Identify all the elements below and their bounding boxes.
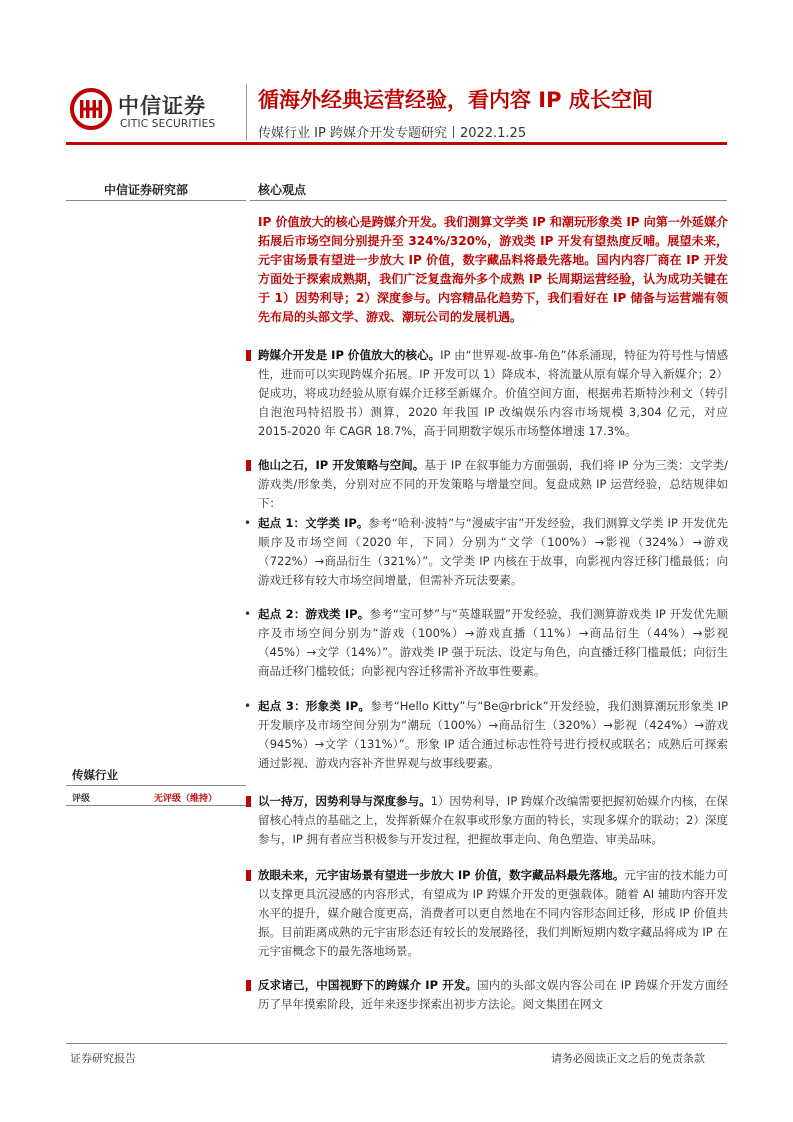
footer-rule [66, 1043, 727, 1044]
industry-name: 传媒行业 [72, 768, 118, 782]
paragraph-text: 参考“Hello Kitty”与“Be@rbrick”开发经验，我们测算潮玩形象类 IP 开发顺序及市场空间分别为“潮玩（100%）→商品衍生（320%）→影视（424%）→游戏（945%）→文学（131%）”。形象 IP 适合通过标志性符号进行授权或联名；成熟后可探索通过影视、游戏内容补齐世界观与故事线要素。 [258, 699, 729, 770]
paragraph-text: IP 由“世界观-故事-角色”体系涌现，特征为符号性与情感性，进而可以实现跨媒介拓展。IP 开发可以 1）降成本，将流量从原有媒介导入新媒介；2）促成功，将成功经验从原有媒介迁移至新媒介。价值空间方面，根据弗若斯特沙利文（转引自泡泡玛特招股书）测算，2020 年我国 IP 改编娱乐内容市场规模 3,304 亿元，对应 2015-2020 年 CAGR 18.7%，高于同期数字娱乐市场整体增速 17.3%。 [258, 348, 728, 438]
citic-logo-icon [70, 88, 112, 130]
rating-label: 评级 [72, 794, 91, 804]
bullet-paragraph [258, 976, 728, 1014]
logo-english-name: CITIC SECURITIES [120, 118, 216, 130]
industry-rule [66, 785, 246, 786]
dot-bullet-icon: • [244, 516, 252, 530]
paragraph-lead: 反求诸己，中国视野下的跨媒介 IP 开发。 [258, 978, 478, 992]
paragraph-text: 国内的头部文娱内容公司在 IP 跨媒介开发方面经历了早年摸索阶段，近年来逐步探索出初步方法论。阅文集团在网文 [258, 978, 728, 1011]
paragraph-lead: 跨媒介开发是 IP 价值放大的核心。 [258, 348, 441, 362]
summary-paragraph: IP 价值放大的核心是跨媒介开发。我们测算文学类 IP 和潮玩形象类 IP 向第一外延媒介拓展后市场空间分别提升至 324%/320%，游戏类 IP 开发有望热度反哺。展望未来，元宇宙场景有望进一步放大 IP 价值，数字藏品料将最先落地。国内内容厂商在 IP 开发方面处于探索成熟期，我们广泛复盘海外多个成熟 IP 长周期运营经验，认为成功关键在于 1）因势利导；2）深度参与。内容精品化趋势下，我们看好在 IP 储备与运营端有领先布局的头部文学、游戏、潮玩公司的发展机遇。 [258, 215, 728, 324]
red-square-bullet-icon [246, 350, 251, 361]
report-subtitle: 传媒行业 IP 跨媒介开发专题研究丨2022.1.25 [258, 126, 527, 141]
red-square-bullet-icon [246, 460, 251, 471]
paragraph-text: 参考“哈利·波特”与“漫威宇宙”开发经验，我们测算文学类 IP 开发优先顺序及市场空间（2020 年，下同）分别为“文学（100%）→影视（324%）→游戏（722%）→商品衍生（321%）”。文学类 IP 内核在于故事，向影视内容迁移门槛最低；向游戏迁移有较大市场空间增量，但需补齐玩法要素。 [258, 516, 729, 587]
paragraph-lead: 起点 2：游戏类 IP。 [258, 607, 370, 621]
research-dept: 中信证券研究部 [104, 183, 189, 197]
paragraph-lead: 起点 1：文学类 IP。 [258, 516, 369, 530]
header-divider [246, 84, 247, 140]
dot-bullet-icon: • [244, 607, 252, 621]
section-title: 核心观点 [258, 183, 307, 197]
footer-report-type: 证券研究报告 [70, 1052, 136, 1065]
red-square-bullet-icon [246, 870, 251, 881]
paragraph-text: 元宇宙的技术能力可以支撑更具沉浸感的内容形式，有望成为 IP 跨媒介开发的更强载体。随着 AI 辅助内容开发水平的提升，媒介融合度更高，消费者可以更自然地在不同内容形态间迁移，形成 IP 价值共振。目前距离成熟的元宇宙形态还有较长的发展路径，我们判断短期内数字藏品将成为 IP 在元宇宙概念下的最先落地场景。 [258, 868, 728, 958]
bullet-paragraph [258, 866, 728, 961]
dot-paragraph [244, 697, 729, 773]
bullet-paragraph [258, 792, 728, 849]
paragraph-lead: 以一持万，因势利导与深度参与。 [258, 794, 431, 808]
paragraph-text: 参考“宝可梦”与“英雄联盟”开发经验，我们测算游戏类 IP 开发优先顺序及市场空间分别为“游戏（100%）→游戏直播（11%）→商品衍生（44%）→影视（45%）→文学（14%）”。游戏类 IP 强于玩法、设定与角色，向直播迁移门槛最低；向衍生商品迁移门槛较低；向影视内容迁移需补齐故事性要素。 [258, 607, 729, 678]
paragraph-text: 基于 IP 在叙事能力方面强弱，我们将 IP 分为三类：文学类/游戏类/形象类，分别对应不同的开发策略与增量空间。复盘成熟 IP 运营经验，总结规律如下： [258, 458, 728, 510]
sidebar-rule [66, 200, 246, 201]
paragraph-lead: 起点 3：形象类 IP。 [258, 699, 371, 713]
report-title: 循海外经典运营经验，看内容 IP 成长空间 [258, 88, 653, 112]
bullet-paragraph [258, 346, 728, 441]
rating-value: 无评级（维持） [154, 794, 218, 804]
logo-chinese-name: 中信证券 [118, 94, 206, 118]
section-rule [250, 200, 727, 201]
paragraph-lead: 放眼未来，元宇宙场景有望进一步放大 IP 价值，数字藏品料最先落地。 [258, 868, 625, 882]
dot-bullet-icon: • [244, 699, 252, 713]
dot-paragraph [244, 514, 729, 590]
dot-paragraph [244, 605, 729, 681]
red-square-bullet-icon [246, 980, 251, 991]
footer-disclaimer: 请务必阅读正文之后的免责条款 [551, 1052, 705, 1065]
rating-rule [66, 805, 246, 806]
paragraph-text: 1）因势利导，IP 跨媒介改编需要把握初始媒介内核，在保留核心特点的基础之上，发挥新媒介在叙事或形象方面的特长，实现多媒介的联动；2）深度参与，IP 拥有者应当积极参与开发过程，把握故事走向、角色塑造、审美品味。 [258, 794, 729, 846]
red-square-bullet-icon [246, 796, 251, 807]
header-rule [66, 142, 727, 145]
bullet-paragraph [258, 456, 728, 513]
paragraph-lead: 他山之石，IP 开发策略与空间。 [258, 458, 425, 472]
